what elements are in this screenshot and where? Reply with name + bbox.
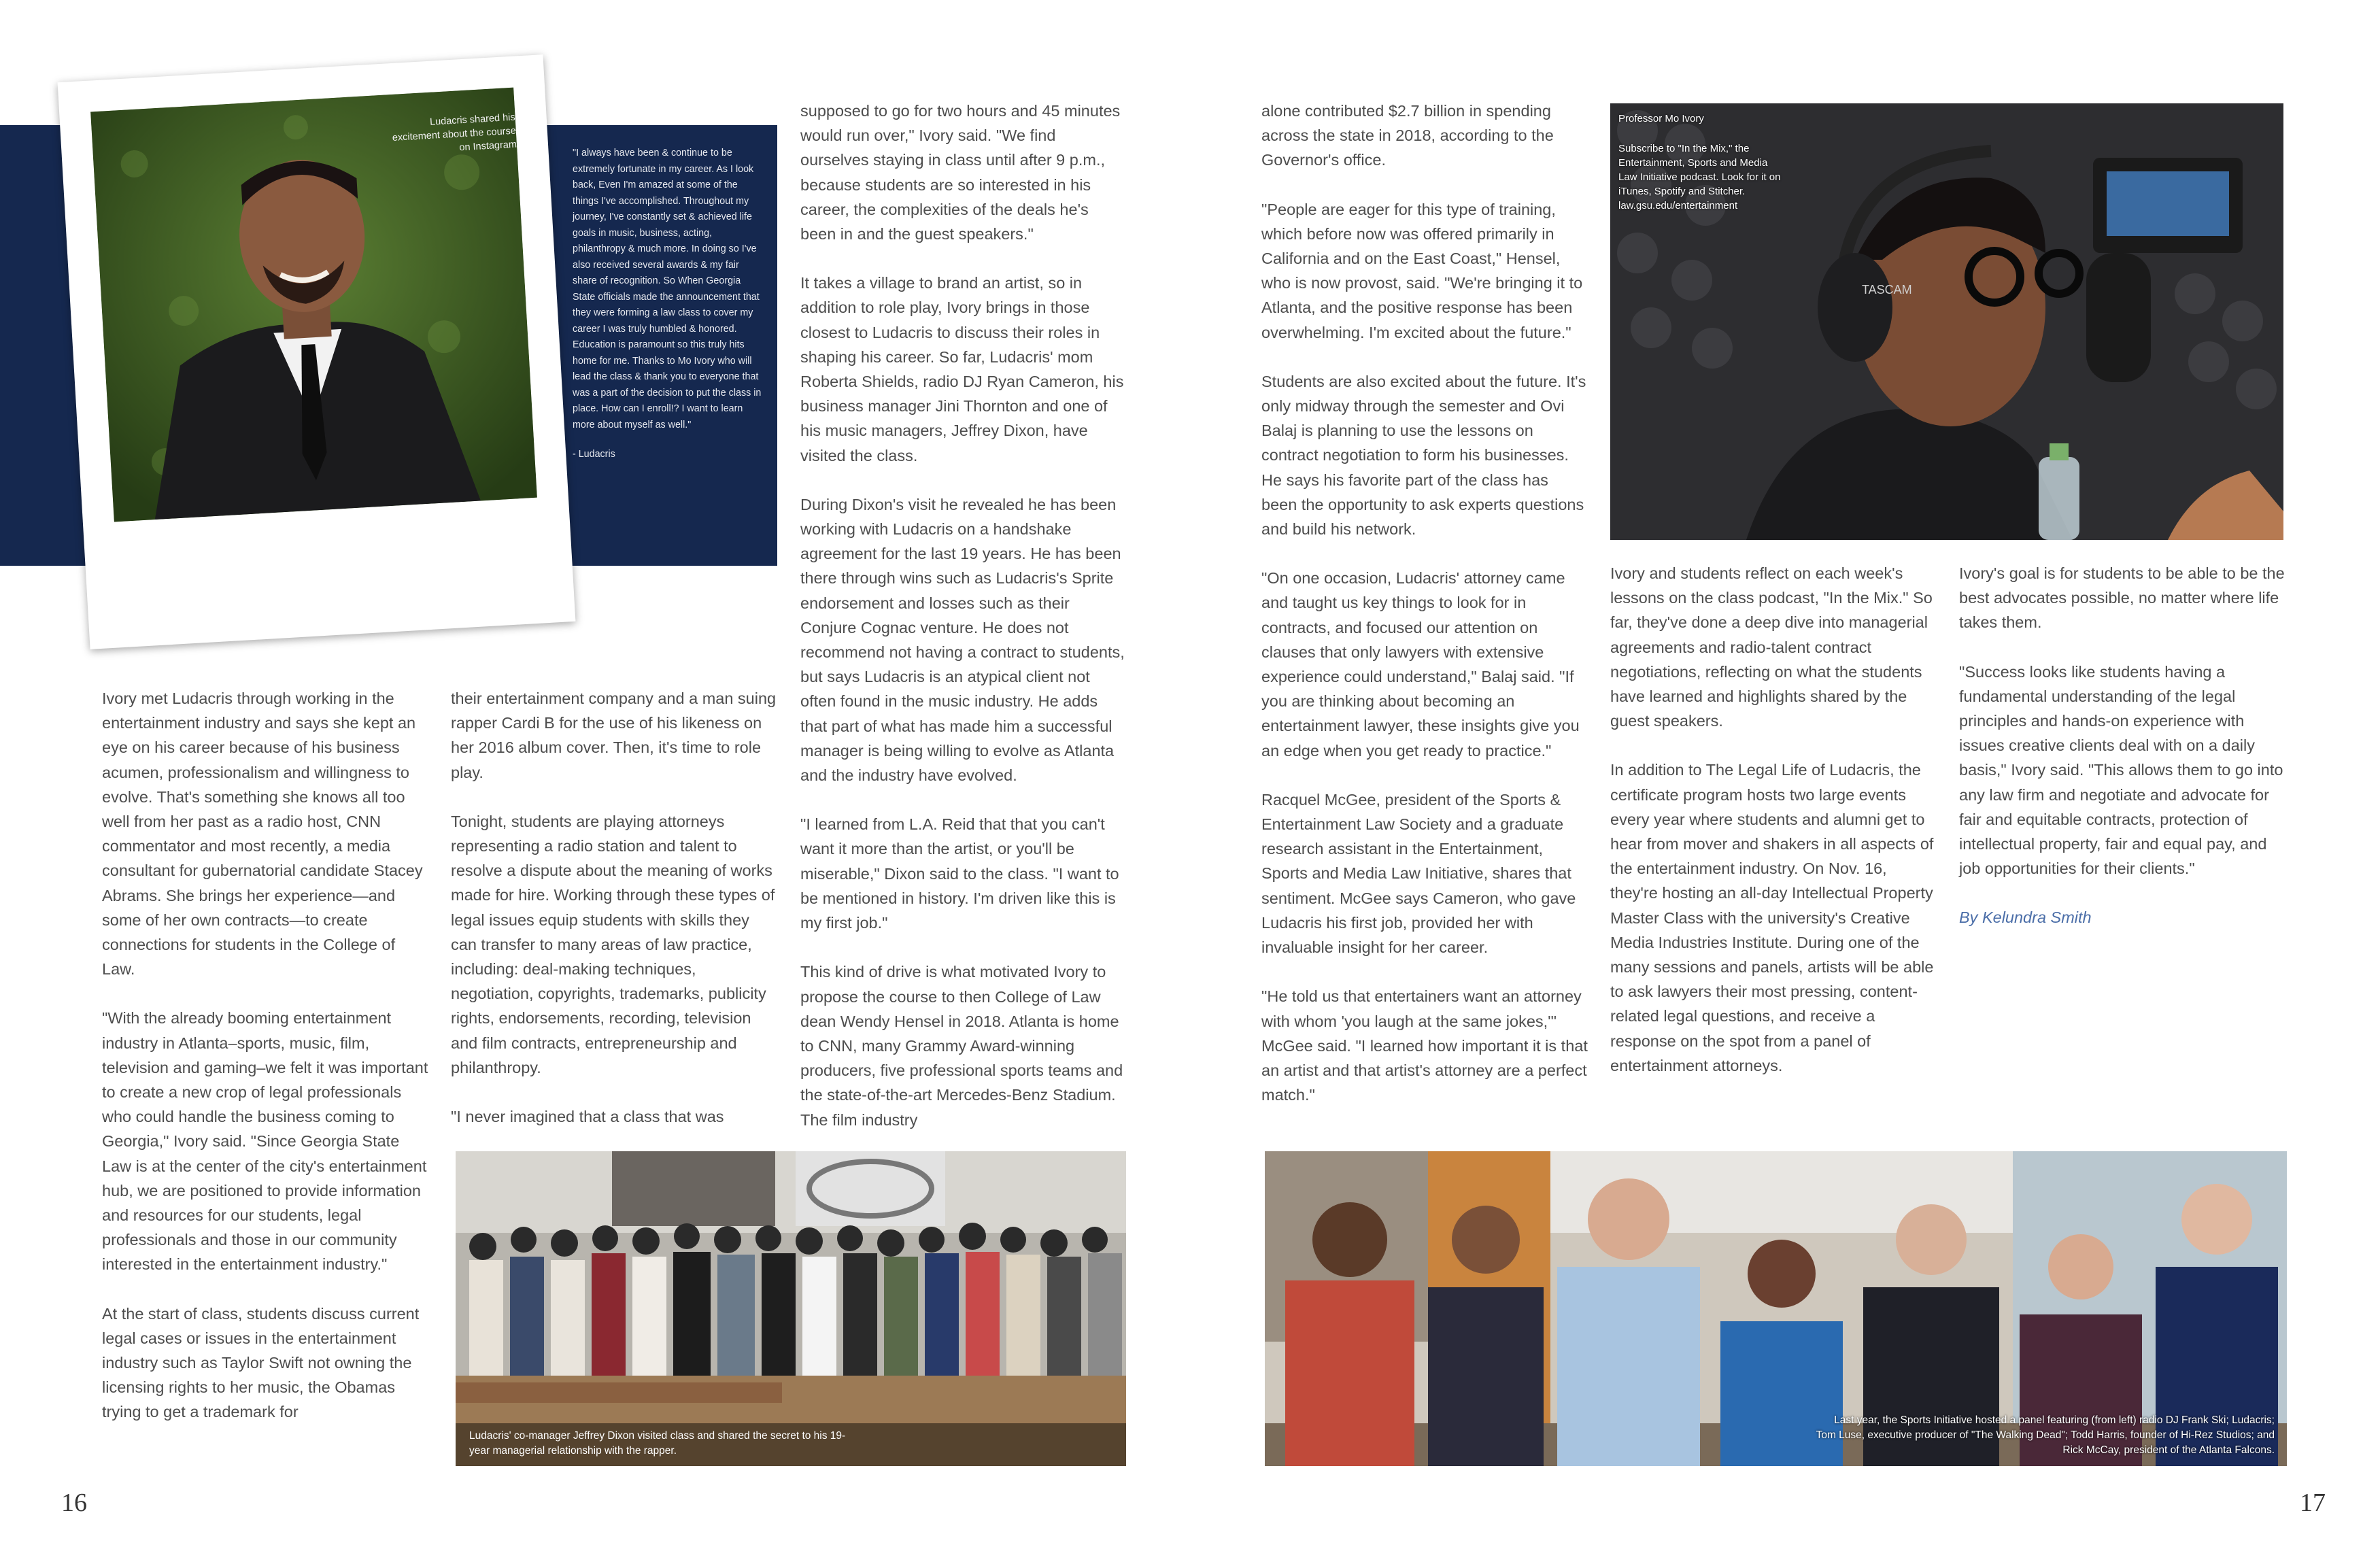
class-group-photo [456,1151,1126,1466]
mic-photo-name-caption: Professor Mo Ivory [1618,113,1704,124]
paragraph: "Success looks like students having a fundamental understanding of the legal principles and hands-on experience with issues creative clients deal with on a daily basis," Ivory said. "This allows them to go into any law firm and negotiate and advocate for fair and equitable contracts, protection of intellectual property, fair and equal pay, and job opportunities for their clients." [1959,662,2283,878]
paragraph: "He told us that entertainers want an attorney with whom 'you laugh at the same jokes,'" McGee said. "I learned how important it is that an artist and that artist's attorney are a perfect match." [1261,987,1588,1104]
paragraph: Ivory met Ludacris through working in the entertainment industry and says she kept an eye on his career because of his business acumen, professionalism and willingness to evolve. That's something she knows all too well from her past as a radio host, CNN commentator and most recently, a media consultant for gubernatorial candidate Stacey Abrams. She brings her experience—and some of her own contracts—to create connections for students in the College of Law. [102,690,423,979]
paragraph: Students are also excited about the future. It's only midway through the semester and Ovi Balaj is planning to use the lessons on contract negotiation to form his businesses. He says his favorite part of the class has been the opportunity to ask experts questions and build his network. [1261,372,1586,539]
page-number-left: 16 [61,1489,87,1517]
byline: By Kelundra Smith [1959,908,2092,927]
class-photo [456,1151,1126,1466]
paragraph: "People are eager for this type of training, which before now was offered primarily in California and on the East Coast," Hensel, who is now provost, said. "We're bringing it to Atlanta, and the positive response has been overwhelming. I'm excited about the future." [1261,200,1583,341]
paragraph: their entertainment company and a man suing rapper Cardi B for the use of his likeness on her 2016 album cover. Then, it's time to role play. [451,690,777,781]
paragraph: During Dixon's visit he revealed he has been working with Ludacris on a handshake agreement for the last 19 years. He has been there through wins such as Ludacris's Sprite endorsement and losses such as their Conjure Cognac venture. He does not recommend not having a contract to students, but says Ludacris is an atypical client not often found in the music industry. He adds that part of what has made him a successful manager is being willing to evolve as Atlanta and the industry have evolved. [800,495,1125,785]
paragraph: Ivory's goal is for students to be able to be the best advocates possible, no matter where life takes them. [1959,564,2285,632]
article-column-4 [1261,99,1588,1132]
mic-photo [1610,103,2283,540]
paragraph: "With the already booming entertainment industry in Atlanta–sports, music, film, television and gaming–we felt it was important to create a new crop of legal professionals who could handle the business coming to Georgia," Ivory said. "Since Georgia State Law is at the center of the city's entertainment hub, we are positioned to provide information and resources for our students, legal professionals and those in our community interested in the entertainment industry." [102,1009,428,1274]
paragraph: At the start of class, students discuss current legal cases or issues in the entertainment industry such as Taylor Swift not owning the licensing rights to her music, the Obamas trying to get a trademark for [102,1304,420,1421]
article-column-2 [451,686,777,1153]
ludacris-quote [573,146,762,463]
polaroid-caption: Ludacris shared his excitement about the course on Instagram [392,112,517,154]
paragraph: Racquel McGee, president of the Sports & Entertainment Law Society and a graduate research assistant in the Entertainment, Sports and Media Law Initiative, shares that sentiment. McGee says Cameron, who gave Ludacris his first job, provided her with invaluable insight for her career. [1261,790,1576,957]
quote-signature: - Ludacris [573,449,615,460]
mic-photo-subscribe-caption: Subscribe to "In the Mix," the Entertainment, Sports and Media Law Initiative podcast. Look for it on iTunes, Spotify and Stitcher. law.gsu.edu/entertainment [1618,143,1781,211]
paragraph: "On one occasion, Ludacris' attorney came and taught us key things to look for in contracts, and focused our attention on clauses that only lawyers with extensive experience could understand," Balaj said. "If you are thinking about becoming an entertainment lawyer, these insights give you an edge when you get ready to practice." [1261,569,1580,760]
quote-text: "I always have been & continue to be extremely fortunate in my career. As I look back, Even I'm amazed at some of the things I've accomplished. Throughout my journey, I've constantly set & achieved life goals in music, business, acting, philanthropy & much more. In doing so I've also received several awards & my fair share of recognition. So When Georgia State officials made the announcement that they were forming a law class to cover my career I was truly humbled & honored. Education is paramount so this truly hits home for me. Thanks to Mo Ivory who will lead the class & thank you to everyone that was a part of the decision to put the class in place. How can I enroll!? I want to learn more about myself as well." [573,148,762,430]
paragraph: alone contributed $2.7 billion in spending across the state in 2018, according to the Governor's office. [1261,102,1554,169]
page-number-right: 17 [2300,1489,2326,1517]
article-column-5 [1610,561,1937,1102]
paragraph: Ivory and students reflect on each week's lessons on the class podcast, "In the Mix." So far, they've done a deep dive into managerial agreements and radio-talent contract negotiations, reflecting on what the students have learned and highlights shared by the guest speakers. [1610,564,1933,730]
paragraph: "I never imagined that a class that was [451,1108,724,1126]
polaroid-frame [58,54,576,649]
paragraph: This kind of drive is what motivated Ivory to propose the course to then College of Law dean Wendy Hensel in 2018. Atlanta is home to CNN, many Grammy Award-winning producers, five professional sports teams and the state-of-the-art Mercedes-Benz Stadium. The film industry [800,963,1123,1129]
paragraph: It takes a village to brand an artist, so in addition to role play, Ivory brings in those closest to Ludacris to discuss their roles in shaping his career. So far, Ludacris' mom Roberta Shields, radio DJ Ryan Cameron, his business manager Jini Thornton and one of his music managers, Jeffrey Dixon, have visited the class. [800,274,1124,464]
panel-photo [1265,1151,2287,1466]
article-column-6 [1959,561,2285,955]
paragraph: Tonight, students are playing attorneys representing a radio station and talent to resolve a dispute about the meaning of works made for hire. Working through these types of legal issues equip students with skills they can transfer to many areas of law practice, including: deal-making techniques, negotiation, copyrights, trademarks, publicity rights, endorsements, recording, television and film contracts, entrepreneurship and philanthropy. [451,812,775,1076]
paragraph: "I learned from L.A. Reid that that you can't want it more than the artist, or you'll be miserable," Dixon said to the class. "I want to be mentioned in history. I'm driven like this is my first job." [800,815,1119,932]
paragraph: In addition to The Legal Life of Ludacris, the certificate program hosts two large events every year where students and alumni get to hear from mover and shakers in all aspects of the entertainment industry. On Nov. 16, they're hosting an all-day Intellectual Property Master Class with the university's Creative Media Industries Institute. During one of the many sessions and panels, artists will be able to ask lawyers their most pressing, content-related legal questions, and receive a response on the spot from a panel of entertainment attorneys. [1610,761,1934,1074]
mic-label: TASCAM [1862,283,1912,296]
article-column-3 [800,99,1127,1157]
paragraph: supposed to go for two hours and 45 minutes would run over," Ivory said. "We find ourselves staying in class until after 9 p.m., because students are so interested in his career, the complexities of the deals he's been in and the guest speakers." [800,102,1121,243]
class-photo-caption: Ludacris' co-manager Jeffrey Dixon visited class and shared the secret to his 19-year managerial relationship with the rapper. [469,1430,846,1457]
panel-photo-caption: Last year, the Sports Initiative hosted a panel featuring (from left) radio DJ Frank Ski; Ludacris; Tom Luse, executive producer of "The Walking Dead"; Todd Harris, founder of Hi-Rez Studios; and Rick McCay, president of the Atlanta Falcons. [1816,1414,2275,1456]
article-column-1 [102,686,428,1449]
